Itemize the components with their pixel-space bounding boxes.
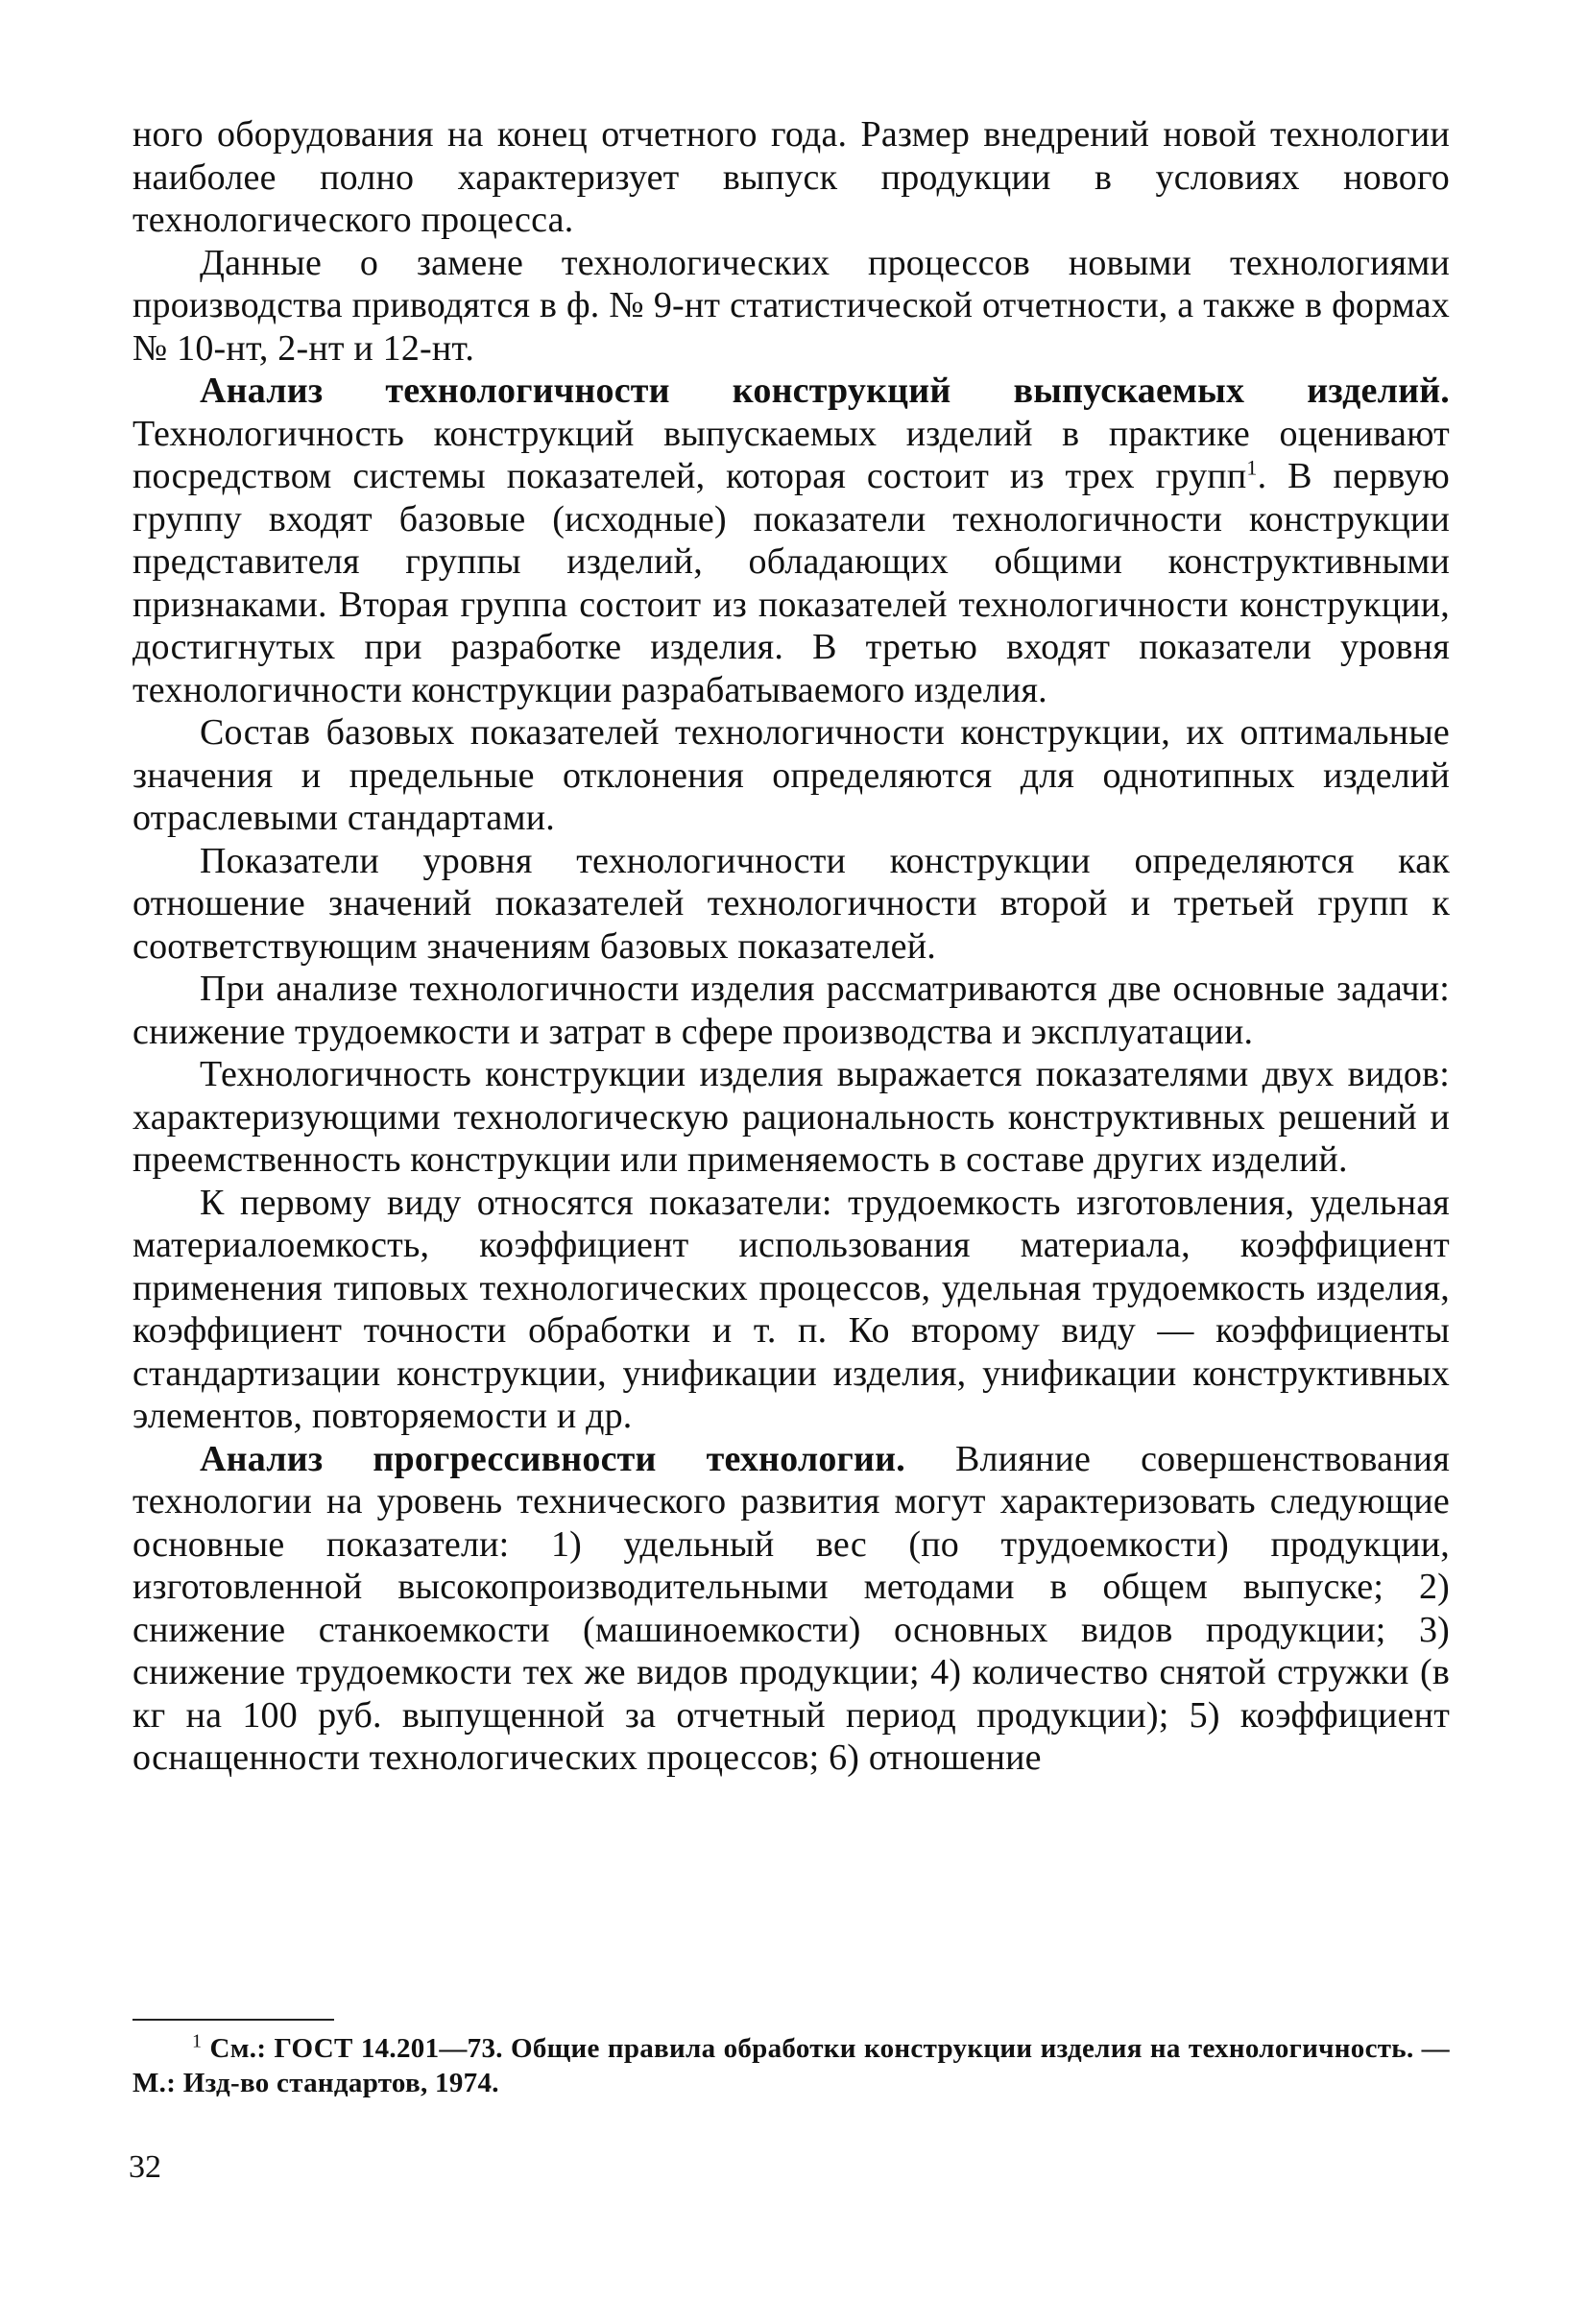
paragraph-2: Данные о замене технологических процессов новыми технологиями производства приводятся в ф. № 9-нт статистической отчетности, а также в формах № 10-нт, 2-нт и 12-нт. [132, 242, 1450, 369]
paragraph-3 [132, 370, 1450, 711]
page-number: 32 [129, 2149, 161, 2185]
paragraph-3-text-a: Технологичность конструкций выпускаемых изделий в практике оценивают посредством системы показателей, которая состоит из трех групп [132, 413, 1450, 496]
page-body [132, 113, 1450, 1780]
footnote-text: См.: ГОСТ 14.201—73. Общие правила обработки конструкции изделия на технологичность. — М.: Изд-во стандартов, 1974. [132, 2033, 1450, 2098]
paragraph-6: При анализе технологичности изделия рассматриваются две основные задачи: снижение трудоемкости и затрат в сфере производства и эксплуатации. [132, 969, 1450, 1052]
footnote [132, 2031, 1450, 2100]
paragraph-5: Показатели уровня технологичности конструкции определяются как отношение значений показателей технологичности второй и третьей групп к соответствующим значениям базовых показателей. [132, 840, 1450, 967]
footnote-reference[interactable]: 1 [1246, 455, 1258, 480]
section-heading-progressivnost: Анализ прогрессивности технологии. [200, 1438, 905, 1479]
paragraph-1: ного оборудования на конец отчетного года. Размер внедрений новой технологии наиболее полно характеризует выпуск продукции в условиях нового технологического процесса. [132, 114, 1450, 240]
section-heading-technologichnost: Анализ технологичности конструкций выпускаемых изделий. [200, 371, 1450, 411]
paragraph-7: Технологичность конструкции изделия выражается показателями двух видов: характеризующими технологическую рациональность конструктивных решений и преемственность конструкции или применяемость в составе других изделий. [132, 1054, 1450, 1180]
footnote-mark: 1 [192, 2030, 203, 2052]
paragraph-4: Состав базовых показателей технологичности конструкции, их оптимальные значения и предельные отклонения определяются для однотипных изделий отраслевыми стандартами. [132, 712, 1450, 838]
paragraph-9 [132, 1438, 1450, 1780]
paragraph-9-text: Влияние совершенствования технологии на уровень технического развития могут характеризовать следующие основные показатели: 1) удельный вес (по трудоемкости) продукции, изготовленной высокопроизводительными методами в общем выпуске; 2) снижение станкоемкости (машиноемкости) основных видов продукции; 3) снижение трудоемкости тех же видов продукции; 4) количество снятой стружки (в кг на 100 руб. выпущенной за отчетный период продукции); 5) коэффициент оснащенности технологических процессов; 6) отношение [132, 1438, 1450, 1778]
footnote-divider [132, 2019, 334, 2021]
paragraph-8: К первому виду относятся показатели: трудоемкость изготовления, удельная материалоемкость, коэффициент использования материала, коэффициент применения типовых технологических процессов, удельная трудоемкость изделия, коэффициент точности обработки и т. п. Ко второму виду — коэффициенты стандартизации конструкции, унификации изделия, унификации конструктивных элементов, повторяемости и др. [132, 1182, 1450, 1436]
paragraph-3-text-b: . В первую группу входят базовые (исходные) показатели технологичности конструкции представителя группы изделий, обладающих общими конструктивными признаками. Вторая группа состоит из показателей технологичности конструкции, достигнутых при разработке изделия. В третью входят показатели уровня технологичности конструкции разрабатываемого изделия. [132, 456, 1450, 710]
